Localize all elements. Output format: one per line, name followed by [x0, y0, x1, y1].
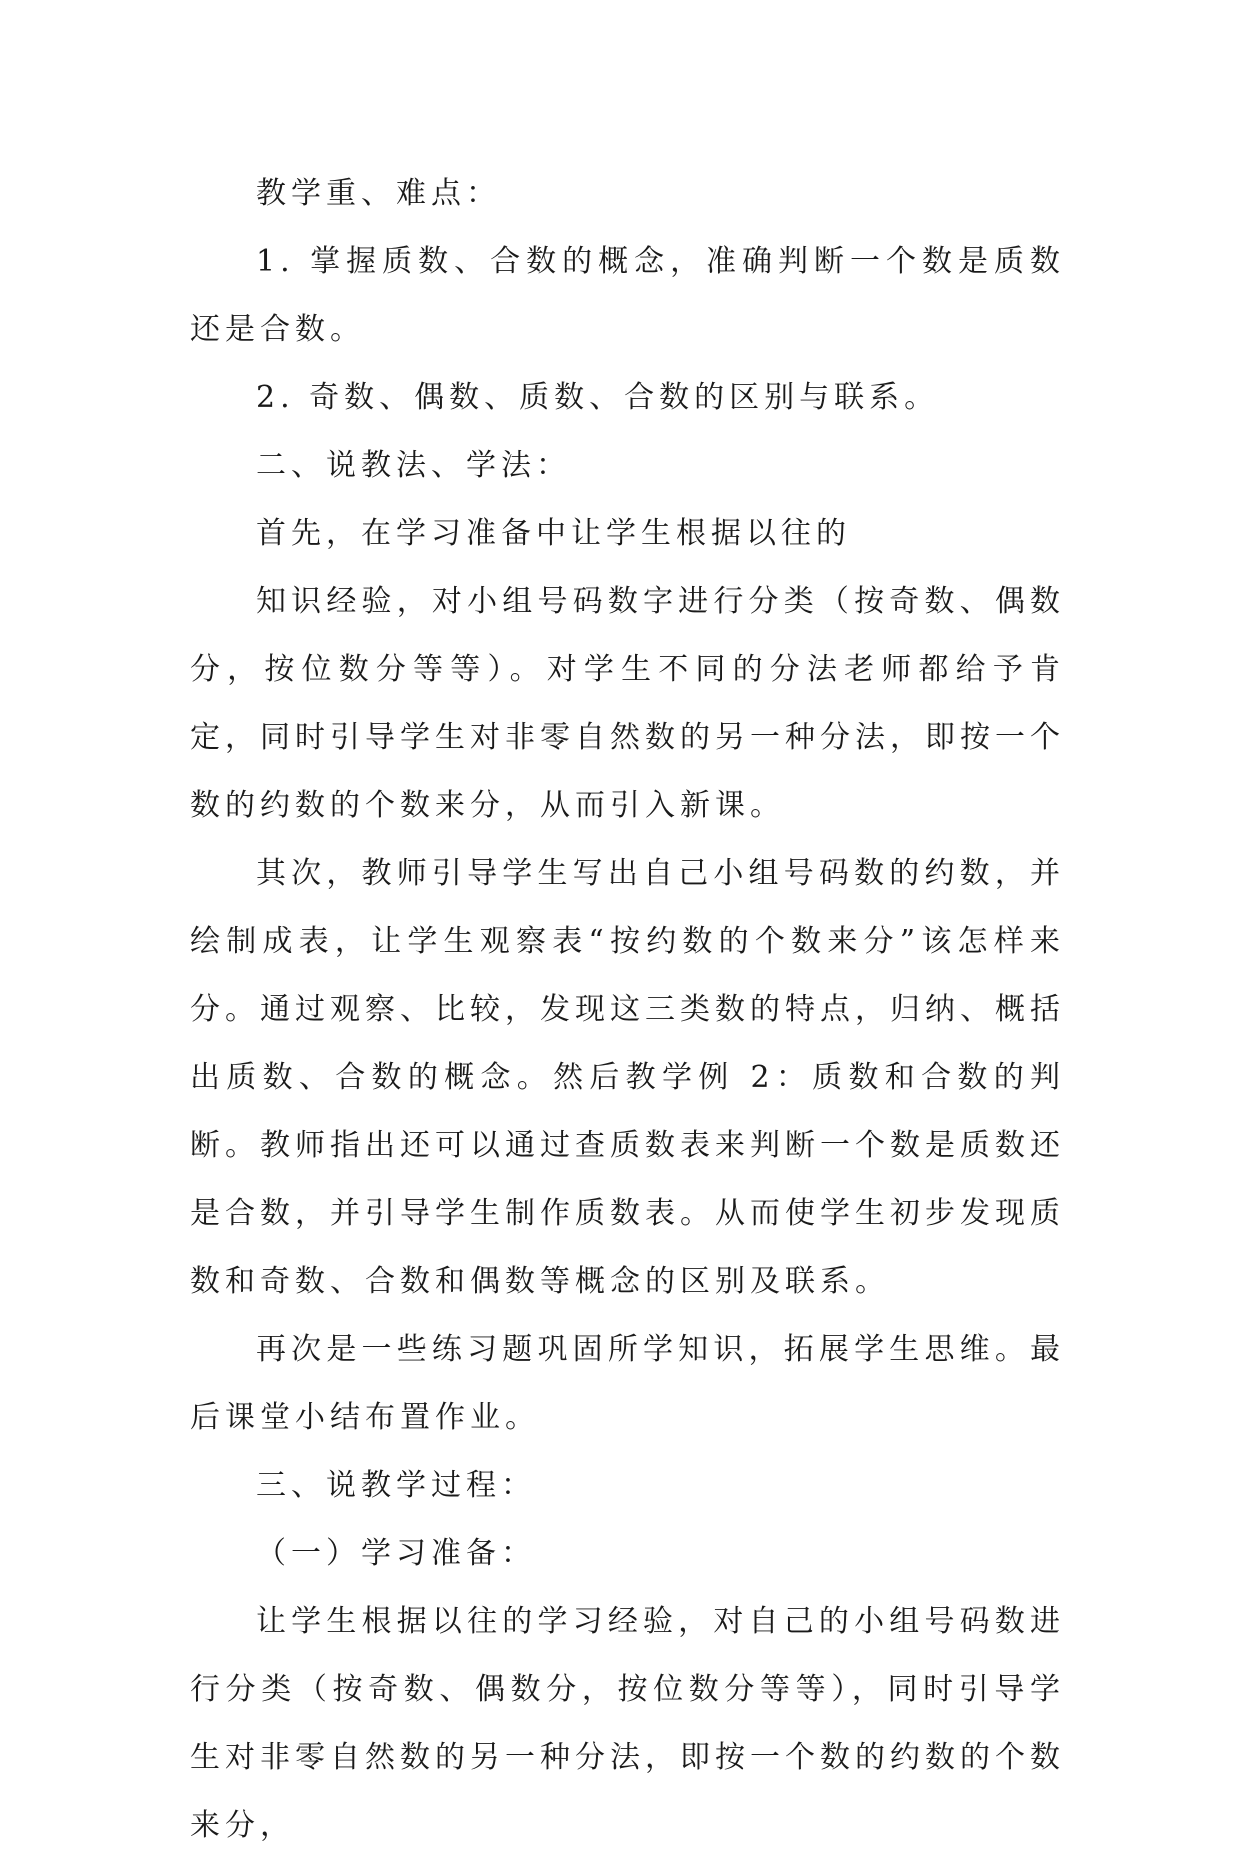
- paragraph-point-1: 1. 掌握质数、合数的概念，准确判断一个数是质数还是合数。: [190, 244, 1065, 347]
- section-heading-teaching-methods: 二、说教法、学法：: [256, 448, 571, 483]
- section-heading-teaching-process: 三、说教学过程：: [256, 1468, 536, 1503]
- subsection-heading-preparation: （一）学习准备：: [256, 1536, 536, 1571]
- document-page: [190, 160, 1065, 1860]
- paragraph-preparation-body: 让学生根据以往的学习经验，对自己的小组号码数进行分类（按奇数、偶数分，按位数分等等），同时引导学生对非零自然数的另一种分法，即按一个数的约数的个数来分，: [190, 1604, 1065, 1843]
- paragraph-first: 首先，在学习准备中让学生根据以往的: [256, 516, 851, 551]
- paragraph-key-difficult-points-heading: 教学重、难点：: [256, 176, 501, 211]
- paragraph-third: 再次是一些练习题巩固所学知识，拓展学生思维。最后课堂小结布置作业。: [190, 1332, 1065, 1435]
- paragraph-second: 其次，教师引导学生写出自己小组号码数的约数，并绘制成表，让学生观察表“按约数的个数来分”该怎样来分。通过观察、比较，发现这三类数的特点，归纳、概括出质数、合数的概念。然后教学例 2：质数和合数的判断。教师指出还可以通过查质数表来判断一个数是质数还是合数，并引导学生制作质数表。从而使学生初步发现质数和奇数、合数和偶数等概念的区别及联系。: [190, 856, 1065, 1299]
- paragraph-point-2: 2. 奇数、偶数、质数、合数的区别与联系。: [256, 380, 940, 415]
- paragraph-knowledge-experience: 知识经验，对小组号码数字进行分类（按奇数、偶数分，按位数分等等）。对学生不同的分法老师都给予肯定，同时引导学生对非零自然数的另一种分法，即按一个数的约数的个数来分，从而引入新课。: [190, 584, 1065, 823]
